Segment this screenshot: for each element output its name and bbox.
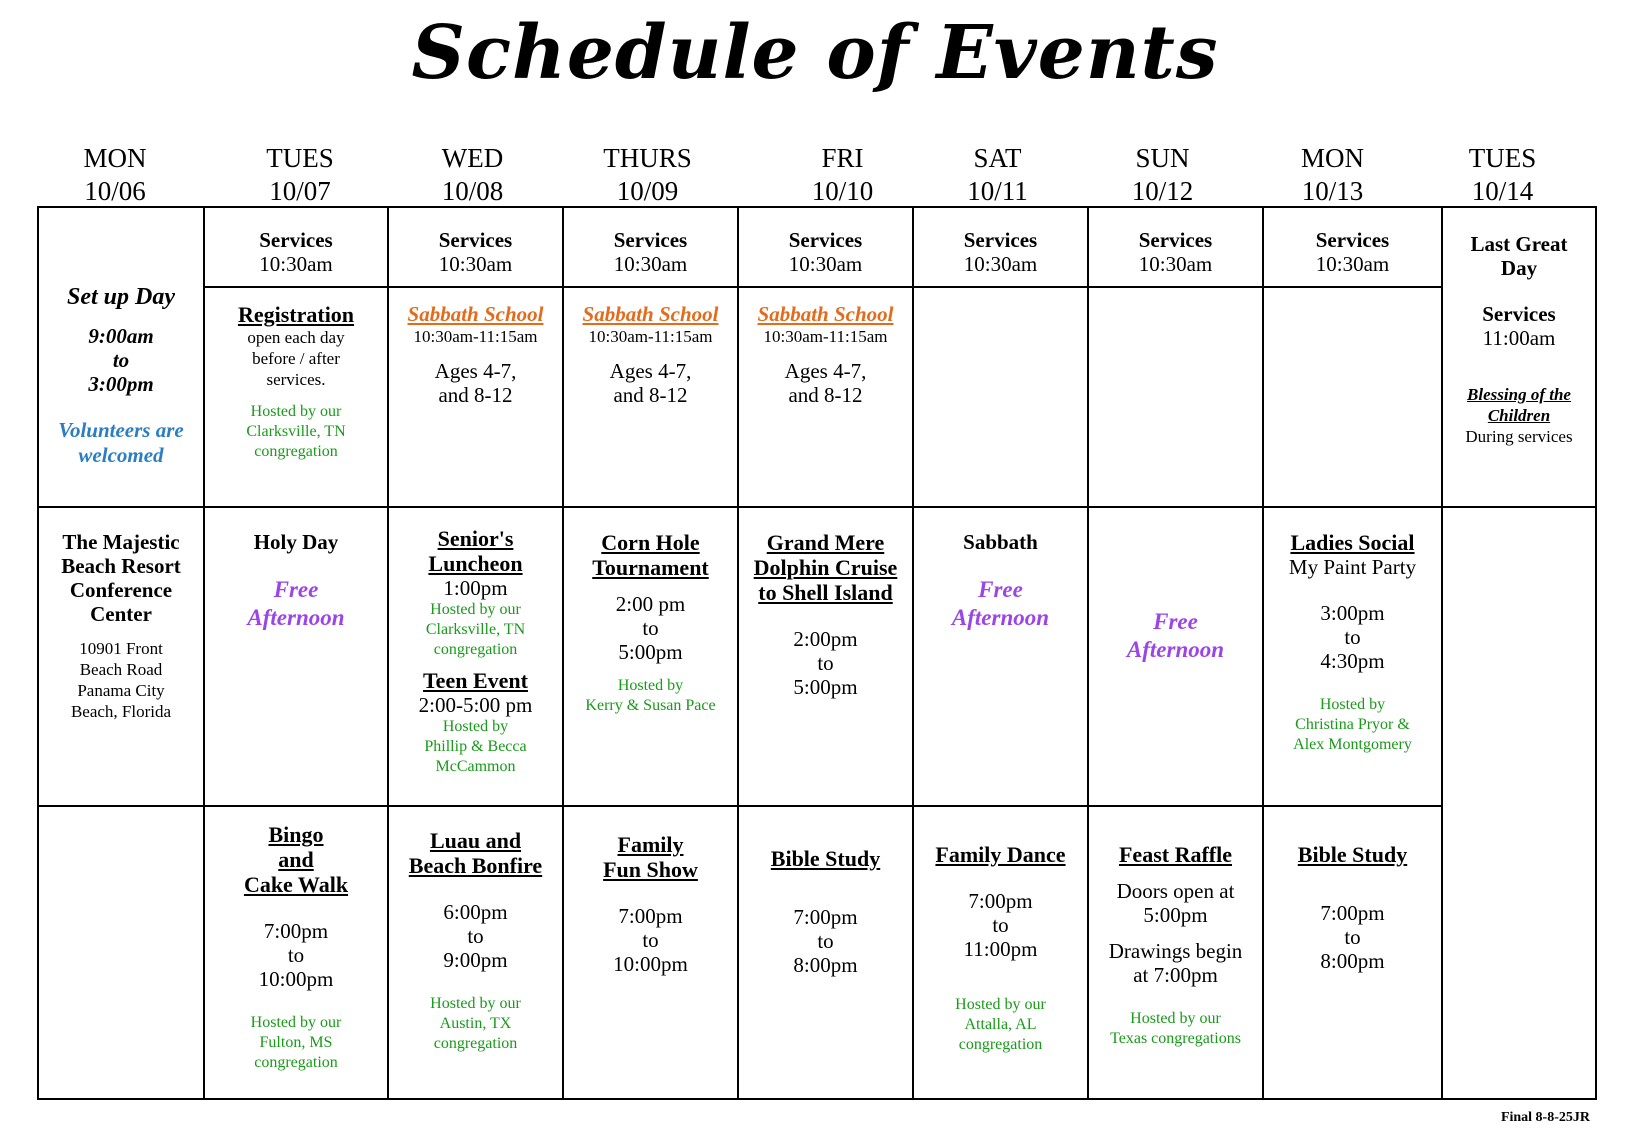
- ladies-social-cell: [1264, 530, 1441, 755]
- host-line: Hosted by our: [250, 403, 342, 420]
- host-line: Phillip & Becca: [424, 738, 527, 755]
- bingo-cell: [205, 822, 387, 1073]
- host-line: Clarksville, TN: [425, 621, 526, 638]
- day-date: 10/07: [269, 176, 331, 206]
- family-fun-title: Family: [617, 832, 684, 857]
- sabbath-title: Sabbath: [963, 530, 1038, 554]
- bible-study-fri-cell: [739, 846, 912, 977]
- sabbath-school-time: 10:30am-11:15am: [588, 327, 713, 346]
- afternoon-label: Afternoon: [1126, 637, 1225, 662]
- setup-end: 3:00pm: [88, 372, 154, 396]
- sabbath-school-wed: [389, 302, 562, 407]
- bible-study-mon-cell: [1264, 842, 1441, 973]
- setup-volunteers: Volunteers are welcomed: [58, 418, 184, 467]
- last-great-day-cell: [1443, 232, 1595, 447]
- venue-address: 10901 Front: [79, 639, 163, 658]
- event-to: to: [467, 924, 484, 948]
- day-date: 10/08: [441, 176, 504, 206]
- event-to: to: [817, 651, 834, 675]
- event-start: 7:00pm: [793, 905, 858, 929]
- event-start: 6:00pm: [443, 900, 508, 924]
- venue-cell: [39, 530, 203, 722]
- sabbath-school-title: Sabbath School: [757, 302, 894, 326]
- host-line: Hosted by our: [430, 995, 521, 1012]
- setup-to: to: [112, 348, 130, 372]
- event-start: 7:00pm: [968, 889, 1033, 913]
- event-to: to: [642, 616, 659, 640]
- event-start: 2:00pm: [793, 627, 858, 651]
- cruise-title: Dolphin Cruise: [753, 555, 898, 580]
- host-line: Clarksville, TN: [246, 423, 346, 440]
- event-start: 2:00 pm: [615, 592, 686, 616]
- host-line: Hosted by our: [250, 1014, 342, 1031]
- family-fun-title: Fun Show: [603, 857, 698, 882]
- raffle-doors: 5:00pm: [1143, 903, 1208, 927]
- event-to: to: [817, 929, 834, 953]
- raffle-doors: Doors open at: [1116, 879, 1235, 903]
- services-label: Services: [438, 228, 513, 252]
- host-line: Hosted by: [442, 718, 509, 735]
- grid-line: [37, 206, 1597, 208]
- last-great-day-title: Day: [1500, 256, 1538, 280]
- setup-start: 9:00am: [88, 324, 154, 348]
- event-end: 8:00pm: [793, 953, 858, 977]
- host-line: Hosted by our: [955, 996, 1046, 1013]
- sabbath-school-ages: Ages 4-7,: [609, 359, 692, 383]
- host-line: Texas congregations: [1110, 1030, 1241, 1047]
- sabbath-school-ages: and 8-12: [438, 383, 513, 407]
- holy-day-cell: [205, 530, 387, 632]
- day-date: 10/09: [616, 176, 679, 206]
- afternoon-label: Afternoon: [247, 605, 345, 630]
- event-end: 4:30pm: [1320, 649, 1385, 673]
- cruise-cell: [739, 530, 912, 699]
- host-line: Hosted by: [1319, 696, 1386, 713]
- sabbath-school-title: Sabbath School: [582, 302, 719, 326]
- grid-line: [1595, 206, 1597, 1099]
- day-header-thurs-1009: [560, 142, 735, 208]
- event-end: 10:00pm: [258, 967, 334, 991]
- services-time: 10:30am: [613, 252, 688, 276]
- bible-study-title: Bible Study: [1297, 842, 1408, 867]
- sabbath-school-ages: Ages 4-7,: [434, 359, 517, 383]
- services-label: Services: [1315, 228, 1390, 252]
- day-header-tues-1014: [1420, 142, 1585, 208]
- afternoon-label: Afternoon: [951, 605, 1050, 630]
- event-end: 5:00pm: [618, 640, 683, 664]
- day-name: MON: [1300, 143, 1364, 173]
- day-date: 10/14: [1471, 176, 1534, 206]
- host-line: Kerry & Susan Pace: [585, 697, 716, 714]
- free-label: Free: [273, 577, 319, 602]
- sabbath-school-title: Sabbath School: [407, 302, 544, 326]
- host-line: McCammon: [435, 758, 516, 775]
- day-header-mon-1013: [1250, 142, 1415, 208]
- day-header-tues-1007: [215, 142, 385, 208]
- teen-time: 2:00-5:00 pm: [418, 693, 533, 717]
- bingo-title: Cake Walk: [243, 872, 349, 897]
- sun-free-cell: [1089, 608, 1262, 664]
- wed-afternoon-cell: [389, 526, 562, 777]
- host-line: Attalla, AL: [964, 1016, 1037, 1033]
- version-footer: Final 8-8-25JR: [1500, 1110, 1590, 1125]
- seniors-time: 1:00pm: [443, 576, 508, 600]
- seniors-title: Luncheon: [428, 551, 523, 576]
- services-sun: [1089, 228, 1262, 276]
- registration-title: Registration: [237, 302, 355, 327]
- bingo-title: and: [278, 847, 314, 872]
- raffle-drawings: Drawings begin: [1108, 939, 1243, 963]
- grid-line: [203, 286, 1443, 288]
- registration-line: before / after: [252, 349, 340, 368]
- host-line: Hosted by: [617, 677, 684, 694]
- ladies-title: Ladies Social: [1290, 530, 1415, 555]
- services-time: 10:30am: [1315, 252, 1390, 276]
- grid-line: [37, 805, 1443, 807]
- services-mon: [1264, 228, 1441, 276]
- venue-line: Center: [90, 602, 152, 626]
- free-label: Free: [1153, 609, 1198, 634]
- luau-title: Luau and: [429, 828, 522, 853]
- host-line: congregation: [958, 1036, 1043, 1053]
- luau-title: Beach Bonfire: [408, 853, 543, 878]
- venue-line: Beach Resort: [61, 554, 181, 578]
- luau-cell: [389, 828, 562, 1054]
- sabbath-school-ages: and 8-12: [613, 383, 688, 407]
- services-time: 10:30am: [963, 252, 1038, 276]
- day-header-fri-1010: [760, 142, 925, 208]
- services-label: Services: [1138, 228, 1213, 252]
- venue-line: Conference: [69, 578, 173, 602]
- last-great-day-time: 11:00am: [1482, 326, 1556, 350]
- registration-line: services.: [266, 370, 326, 389]
- event-start: 7:00pm: [263, 919, 329, 943]
- day-name: SUN: [1135, 143, 1190, 173]
- ladies-sub: My Paint Party: [1288, 555, 1417, 579]
- host-line: Hosted by our: [1130, 1010, 1221, 1027]
- day-name: SAT: [973, 143, 1022, 173]
- event-end: 10:00pm: [613, 952, 688, 976]
- day-header-sun-1012: [1080, 142, 1245, 208]
- host-line: Alex Montgomery: [1293, 736, 1412, 753]
- family-dance-cell: [914, 842, 1087, 1055]
- bingo-title: Bingo: [268, 822, 324, 847]
- event-start: 7:00pm: [1320, 901, 1385, 925]
- event-to: to: [287, 943, 305, 967]
- seniors-title: Senior's: [437, 526, 514, 551]
- day-date: 10/13: [1301, 176, 1364, 206]
- venue-line: The Majestic: [62, 530, 180, 554]
- raffle-title: Feast Raffle: [1118, 842, 1232, 867]
- sabbath-cell: [914, 530, 1087, 632]
- day-name: MON: [83, 143, 147, 173]
- cruise-title: Grand Mere: [766, 530, 885, 555]
- sabbath-school-ages: and 8-12: [788, 383, 863, 407]
- cornhole-title: Tournament: [592, 555, 709, 580]
- host-line: Fulton, MS: [259, 1034, 333, 1051]
- host-line: Hosted by our: [430, 601, 521, 618]
- holy-day-title: Holy Day: [253, 530, 339, 554]
- services-wed: [389, 228, 562, 276]
- blessing-during: During services: [1465, 427, 1573, 446]
- host-line: congregation: [433, 1035, 518, 1052]
- services-label: Services: [963, 228, 1038, 252]
- page-title: Schedule of Events: [411, 10, 1219, 96]
- day-name: FRI: [821, 143, 864, 173]
- event-to: to: [1344, 625, 1361, 649]
- services-tues: [205, 228, 387, 276]
- cornhole-cell: [564, 530, 737, 716]
- day-header-sat-1011: [915, 142, 1080, 208]
- venue-address: Panama City: [77, 681, 165, 700]
- sabbath-school-ages: Ages 4-7,: [784, 359, 867, 383]
- last-great-day-title: Last Great: [1470, 232, 1568, 256]
- event-start: 7:00pm: [618, 904, 683, 928]
- services-fri: [739, 228, 912, 276]
- free-label: Free: [978, 577, 1023, 602]
- blessing-title: Blessing of the: [1467, 385, 1571, 404]
- cornhole-title: Corn Hole: [601, 530, 700, 555]
- family-fun-cell: [564, 832, 737, 976]
- services-sat: [914, 228, 1087, 276]
- setup-title: Set up Day: [67, 284, 175, 310]
- services-label: Services: [613, 228, 688, 252]
- day-date: 10/10: [811, 176, 874, 206]
- event-end: 11:00pm: [963, 937, 1038, 961]
- day-header-mon-1006: [40, 142, 190, 208]
- teen-title: Teen Event: [423, 668, 528, 693]
- registration-line: open each day: [247, 328, 345, 347]
- sabbath-school-fri: [739, 302, 912, 407]
- cruise-title: to Shell Island: [758, 580, 893, 605]
- blessing-title: Children: [1487, 406, 1551, 425]
- sabbath-school-time: 10:30am-11:15am: [763, 327, 888, 346]
- day-date: 10/06: [84, 176, 146, 206]
- sabbath-school-thurs: [564, 302, 737, 407]
- day-name: THURS: [603, 143, 692, 173]
- event-start: 3:00pm: [1320, 601, 1385, 625]
- host-line: congregation: [254, 443, 338, 460]
- event-to: to: [642, 928, 659, 952]
- host-line: Austin, TX: [439, 1015, 512, 1032]
- raffle-drawings: at 7:00pm: [1133, 963, 1218, 987]
- host-line: congregation: [254, 1054, 338, 1071]
- event-end: 5:00pm: [793, 675, 858, 699]
- bible-study-title: Bible Study: [770, 846, 881, 871]
- day-date: 10/12: [1131, 176, 1194, 206]
- event-to: to: [1344, 925, 1361, 949]
- services-time: 10:30am: [788, 252, 863, 276]
- family-dance-title: Family Dance: [935, 842, 1066, 867]
- registration-cell: [205, 302, 387, 462]
- venue-address: Beach, Florida: [70, 702, 172, 721]
- host-line: congregation: [433, 641, 518, 658]
- grid-line: [37, 506, 1597, 508]
- event-end: 9:00pm: [443, 948, 508, 972]
- venue-address: Beach Road: [79, 660, 163, 679]
- grid-line: [37, 1098, 1597, 1100]
- event-end: 8:00pm: [1320, 949, 1385, 973]
- services-time: 10:30am: [1138, 252, 1213, 276]
- day-name: WED: [441, 143, 504, 173]
- day-header-wed-1008: [390, 142, 555, 208]
- last-great-day-services: Services: [1482, 302, 1556, 326]
- services-label: Services: [788, 228, 863, 252]
- setup-day-cell: [39, 282, 203, 468]
- day-date: 10/11: [967, 176, 1028, 206]
- services-time: 10:30am: [259, 252, 333, 276]
- host-line: Christina Pryor &: [1295, 716, 1410, 733]
- services-time: 10:30am: [438, 252, 513, 276]
- feast-raffle-cell: [1089, 842, 1262, 1049]
- services-label: Services: [259, 228, 333, 252]
- services-thurs: [564, 228, 737, 276]
- day-name: TUES: [1468, 143, 1537, 173]
- day-name: TUES: [266, 143, 334, 173]
- sabbath-school-time: 10:30am-11:15am: [413, 327, 538, 346]
- event-to: to: [992, 913, 1009, 937]
